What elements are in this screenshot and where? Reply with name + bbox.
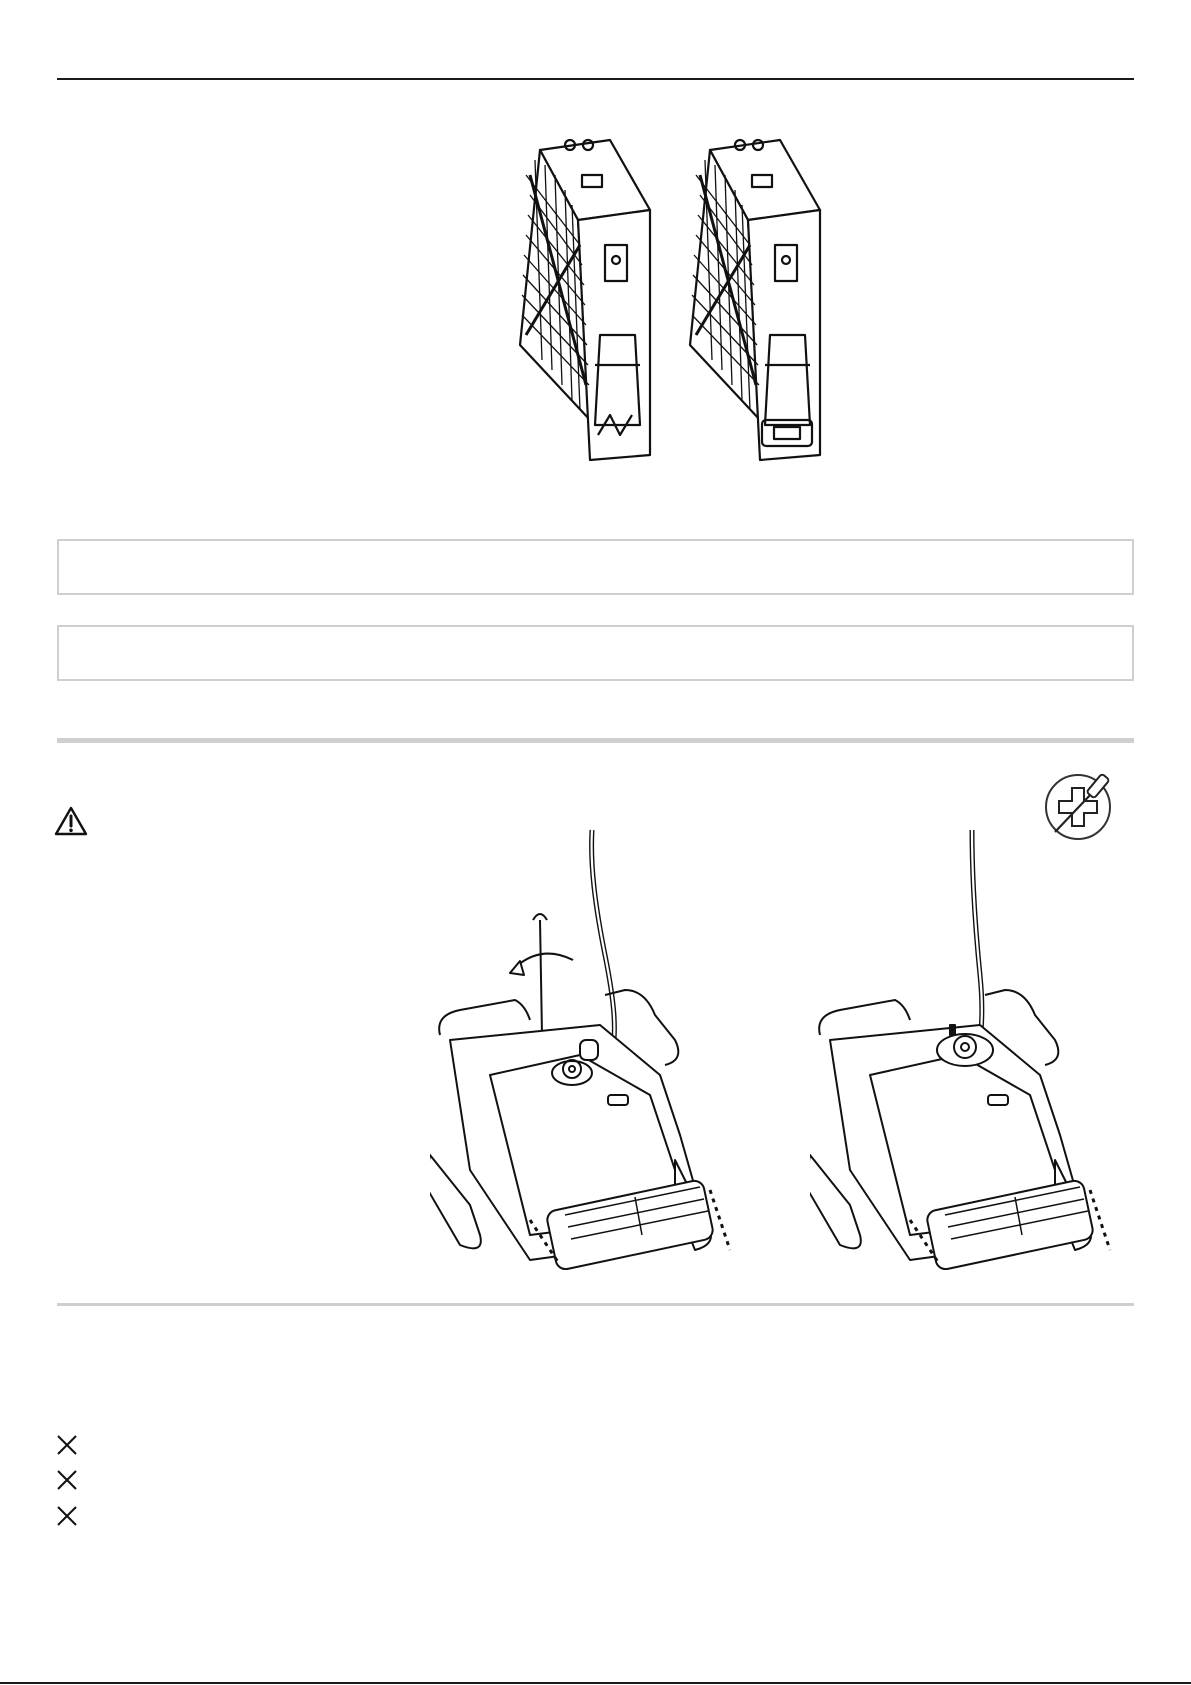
filter-panels-illustration	[500, 135, 900, 465]
robot-swivel-illustration	[810, 825, 1140, 1270]
section-rule-2	[57, 1303, 1134, 1306]
warning-icon	[54, 806, 88, 836]
filter-panel-right	[690, 140, 820, 460]
x-mark-icon	[56, 1505, 78, 1527]
note-box-1	[57, 539, 1134, 595]
footer-rule	[0, 1682, 1191, 1684]
note-box-2	[57, 625, 1134, 681]
x-mark-icon	[56, 1434, 78, 1456]
header-rule	[57, 78, 1134, 80]
robot-unscrew-illustration	[430, 825, 760, 1270]
x-mark-icon	[56, 1469, 78, 1491]
section-rule-1	[57, 738, 1134, 743]
filter-panel-left	[520, 140, 650, 460]
